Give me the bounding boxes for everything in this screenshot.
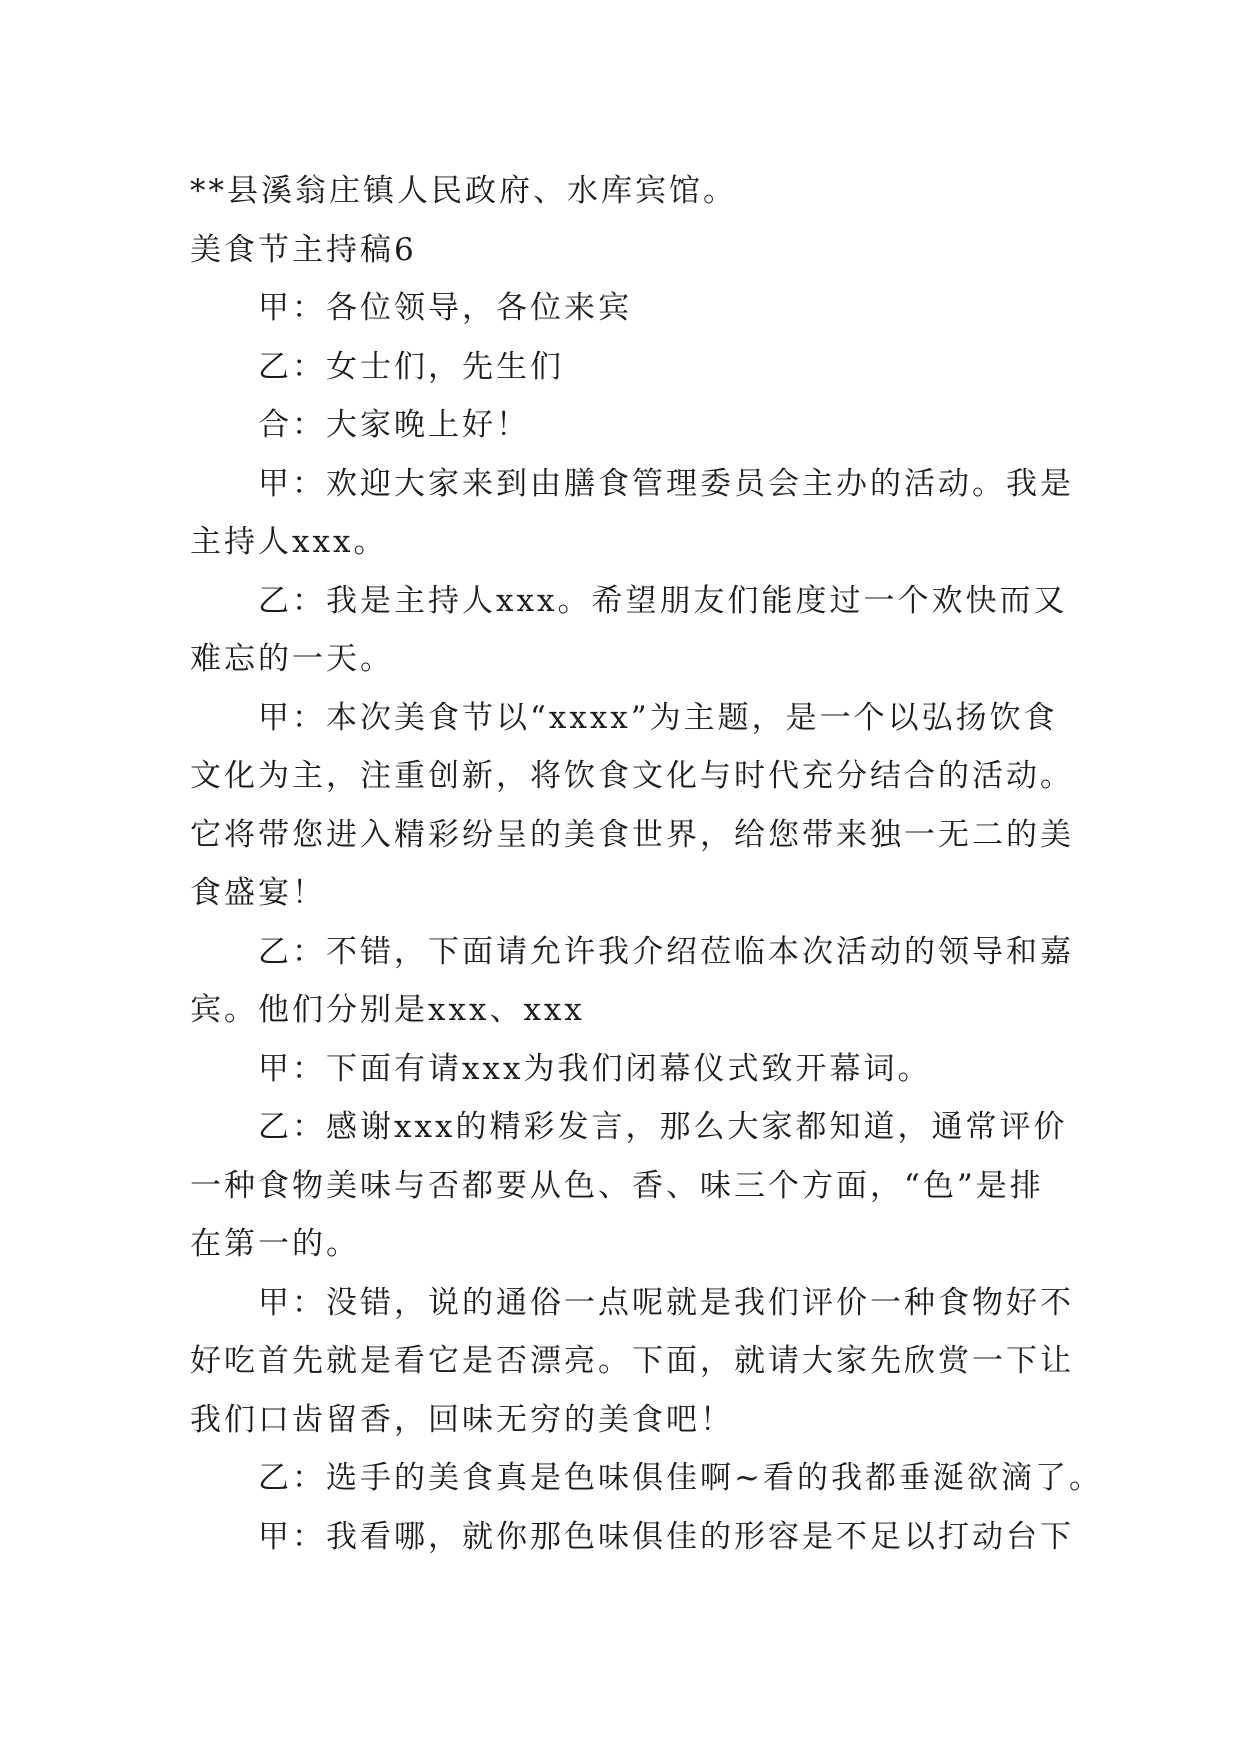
paragraph-line: 在第一的。 [190,1226,360,1262]
paragraph-line: 一种食物美味与否都要从色、香、味三个方面，“色”是排 [190,1167,1044,1204]
paragraph-line: 主持人xxx。 [190,524,388,560]
paragraph-line: 乙：选手的美食真是色味俱佳啊~看的我都垂涎欲滴了。 [258,1460,1103,1496]
paragraph-line: 宾。他们分别是xxx、xxx [190,992,585,1028]
paragraph-line: 食盛宴！ [190,875,326,911]
paragraph-line: 文化为主，注重创新，将饮食文化与时代充分结合的活动。 [190,758,1074,794]
paragraph-line: 甲：下面有请xxx为我们闭幕仪式致开幕词。 [258,1050,932,1087]
paragraph-line: 合：大家晚上好！ [258,407,530,443]
paragraph-line: 甲：没错，说的通俗一点呢就是我们评价一种食物好不 [258,1284,1074,1321]
paragraph-line: 甲：本次美食节以“xxxx”为主题，是一个以弘扬饮食 [258,699,1058,736]
paragraph-line: 难忘的一天。 [190,641,394,677]
paragraph-line: 乙：不错，下面请允许我介绍莅临本次活动的领导和嘉 [258,933,1074,970]
paragraph-line: 乙：我是主持人xxx。希望朋友们能度过一个欢快而又 [258,582,1068,619]
paragraph-line: 我们口齿留香，回味无穷的美食吧！ [190,1401,734,1438]
text-line: **县溪翁庄镇人民政府、水库宾馆。 [190,173,737,209]
paragraph-line: 甲：我看哪，就你那色味俱佳的形容是不足以打动台下 [258,1518,1074,1555]
paragraph-line: 甲：欢迎大家来到由膳食管理委员会主办的活动。我是 [258,465,1074,502]
paragraph-line: 甲：各位领导，各位来宾 [258,290,632,326]
paragraph-line: 乙：感谢xxx的精彩发言，那么大家都知道，通常评价 [258,1109,1068,1145]
paragraph-line: 它将带您进入精彩纷呈的美食世界，给您带来独一无二的美 [190,816,1074,853]
section-title: 美食节主持稿6 [190,231,417,268]
paragraph-line: 乙：女士们，先生们 [258,348,564,385]
document-body [190,162,1103,1566]
paragraph-line: 好吃首先就是看它是否漂亮。下面，就请大家先欣赏一下让 [190,1343,1074,1379]
